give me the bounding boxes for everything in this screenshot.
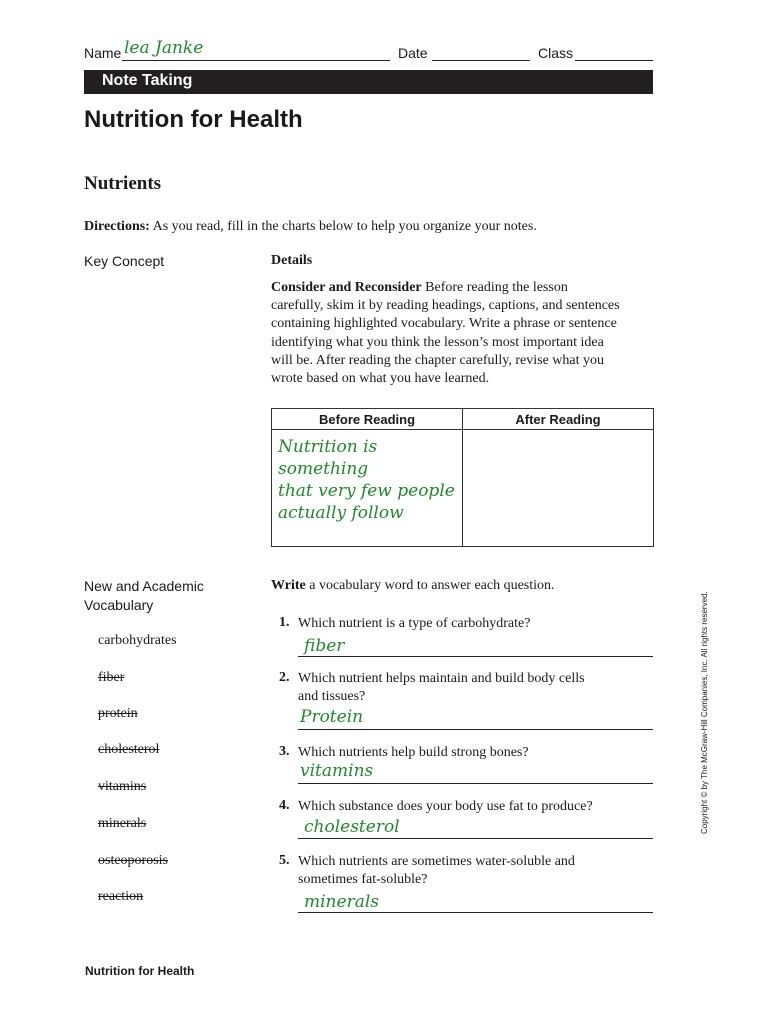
directions	[84, 219, 537, 235]
name-label: Name	[84, 45, 122, 61]
vocab-word-minerals: minerals	[98, 816, 147, 831]
question-line: Which nutrient helps maintain and build body cells	[298, 671, 585, 686]
name-field-value[interactable]: lea Janke	[124, 38, 204, 58]
consider-line-1: Before reading the lesson	[425, 280, 568, 295]
before-line-3: actually follow	[278, 503, 404, 523]
page-title: Nutrition for Health	[84, 106, 303, 133]
vocab-word-fiber: fiber	[98, 670, 125, 685]
vocabulary-heading-line-2: Vocabulary	[84, 597, 154, 613]
vocab-word-carbohydrates: carbohydrates	[98, 633, 177, 648]
before-reading-header: Before Reading	[272, 409, 463, 430]
consider-line-3: containing highlighted vocabulary. Write a phrase or sentence	[271, 316, 617, 332]
vocab-word-protein: protein	[98, 706, 138, 721]
question-text	[298, 744, 648, 762]
write-instruction-bold: Write	[271, 578, 306, 593]
consider-reconsider-paragraph	[271, 279, 659, 388]
banner-label: Note Taking	[102, 72, 193, 89]
consider-line-2: carefully, skim it by reading headings, captions, and sentences	[271, 298, 620, 314]
answer-text: vitamins	[300, 761, 374, 781]
note-taking-banner	[84, 70, 653, 94]
vocab-word-reaction: reaction	[98, 889, 144, 904]
answer-line[interactable]	[298, 729, 653, 730]
vocabulary-heading-line-1: New and Academic	[84, 578, 204, 594]
answer-line[interactable]	[298, 783, 653, 784]
vocab-word-cholesterol: cholesterol	[98, 742, 160, 757]
reading-table	[271, 408, 654, 547]
question-line: and tissues?	[298, 689, 366, 704]
directions-label: Directions:	[84, 219, 150, 234]
before-reading-cell[interactable]	[272, 430, 463, 547]
question-number: 5.	[279, 853, 290, 868]
copyright-notice	[700, 591, 710, 834]
before-reading-answer	[272, 430, 462, 524]
after-reading-cell[interactable]	[463, 430, 654, 547]
answer-text: fiber	[304, 636, 345, 656]
consider-line-5: will be. After reading the chapter carefully, revise what you	[271, 352, 605, 368]
before-line-1: Nutrition is something	[278, 437, 378, 479]
key-concept-heading: Key Concept	[84, 253, 165, 269]
section-title: Nutrients	[84, 173, 162, 194]
before-line-2: that very few people	[278, 481, 455, 501]
page-footer: Nutrition for Health	[85, 964, 195, 978]
directions-text: As you read, fill in the charts below to help you organize your notes.	[152, 219, 537, 234]
vocab-word-vitamins: vitamins	[98, 779, 147, 794]
name-field-line[interactable]	[122, 60, 390, 61]
question-line: sometimes fat-soluble?	[298, 872, 428, 887]
date-field-line[interactable]	[432, 60, 530, 61]
answer-line[interactable]	[298, 656, 653, 657]
question-text	[298, 853, 648, 889]
answer-line[interactable]	[298, 912, 653, 913]
question-line: Which nutrient is a type of carbohydrate?	[298, 616, 531, 631]
question-number: 2.	[279, 670, 290, 685]
answer-text: cholesterol	[304, 817, 400, 837]
answer-text: minerals	[304, 892, 379, 912]
consider-line-4: identifying what you think the lesson’s most important idea	[271, 334, 604, 350]
question-text	[298, 798, 648, 816]
copyright-text: Copyright © by The McGraw-Hill Companies, Inc. All rights reserved.	[700, 591, 709, 834]
question-text	[298, 670, 648, 706]
vocab-word-osteoporosis: osteoporosis	[98, 853, 168, 868]
question-line: Which substance does your body use fat to produce?	[298, 799, 593, 814]
question-line: Which nutrients help build strong bones?	[298, 745, 529, 760]
write-instruction-text: a vocabulary word to answer each question.	[309, 578, 555, 593]
question-number: 1.	[279, 615, 290, 630]
answer-text: Protein	[300, 707, 364, 727]
question-text	[298, 615, 648, 633]
question-line: Which nutrients are sometimes water-soluble and	[298, 854, 575, 869]
after-reading-header: After Reading	[463, 409, 654, 430]
answer-line[interactable]	[298, 838, 653, 839]
details-heading: Details	[271, 253, 313, 268]
question-number: 4.	[279, 798, 290, 813]
consider-label: Consider and Reconsider	[271, 280, 422, 295]
consider-line-6: wrote based on what you have learned.	[271, 371, 490, 387]
vocabulary-heading	[84, 577, 244, 615]
class-label: Class	[538, 45, 574, 61]
write-instruction	[271, 578, 555, 594]
class-field-line[interactable]	[575, 60, 653, 61]
date-label: Date	[398, 45, 428, 61]
question-number: 3.	[279, 744, 290, 759]
